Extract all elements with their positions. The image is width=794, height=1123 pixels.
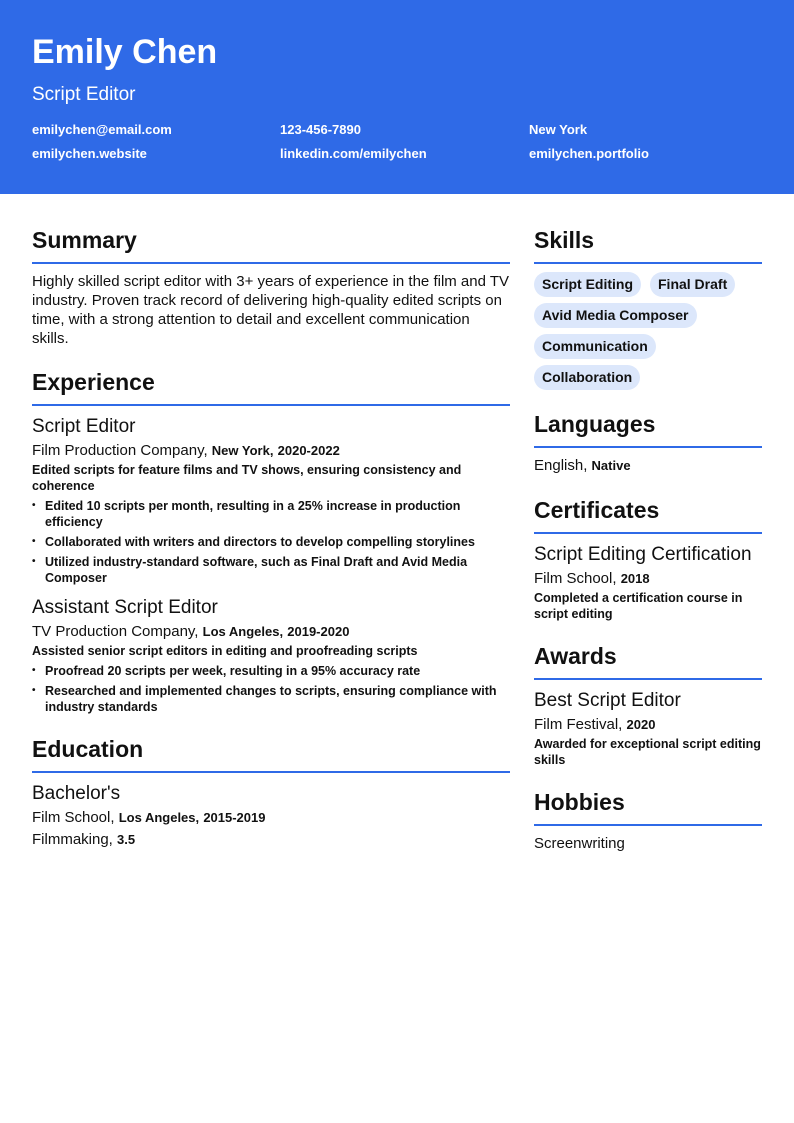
language-item — [534, 456, 762, 476]
job-description: Assisted senior script editors in editing and proofreading scripts — [32, 644, 418, 658]
candidate-name: Emily Chen — [32, 33, 218, 71]
experience-heading: Experience — [32, 368, 510, 406]
certificate-issuer: Film School, — [534, 570, 617, 587]
job-dates: 2019-2020 — [287, 624, 350, 639]
job-bullet: • Researched and implemented changes to scripts, ensuring compliance with industry standards — [32, 683, 510, 715]
job-location: New York, — [211, 443, 274, 458]
skill-tag: Final Draft — [650, 272, 735, 297]
education-school: Film School, — [32, 809, 115, 826]
contact-info — [32, 121, 762, 163]
experience-item — [32, 596, 510, 715]
certificates-heading: Certificates — [534, 496, 762, 534]
job-location: Los Angeles, — [202, 624, 284, 639]
job-meta — [32, 441, 510, 461]
education-degree: Bachelor's — [32, 783, 121, 804]
education-location: Los Angeles, — [118, 810, 200, 825]
education-heading: Education — [32, 735, 510, 773]
summary-text: Highly skilled script editor with 3+ years of experience in the film and TV industry. Proven track record of delivering high-quality edited scripts on time, with a strong attention to detail and excellent communication skills. — [32, 273, 510, 347]
certificate-description: Completed a certification course in script editing — [534, 591, 743, 621]
education-field: Filmmaking, — [32, 831, 113, 848]
job-meta — [32, 622, 510, 642]
contact-location: New York — [529, 122, 588, 137]
contact-portfolio[interactable]: emilychen.portfolio — [529, 146, 649, 161]
job-title: Assistant Script Editor — [32, 597, 218, 618]
skill-tag: Avid Media Composer — [534, 303, 697, 328]
education-gpa: 3.5 — [117, 832, 136, 847]
job-bullets — [32, 663, 510, 715]
education-dates: 2015-2019 — [203, 810, 266, 825]
skill-tag: Script Editing — [534, 272, 641, 297]
education-meta — [32, 808, 510, 828]
award-description: Awarded for exceptional script editing skills — [534, 737, 761, 767]
left-column — [32, 194, 510, 850]
contact-linkedin[interactable]: linkedin.com/emilychen — [280, 146, 427, 161]
skills-heading: Skills — [534, 226, 762, 264]
language-level: Native — [591, 458, 631, 473]
experience-item — [32, 415, 510, 586]
award-year: 2020 — [626, 717, 656, 732]
right-column — [534, 194, 762, 854]
summary-heading: Summary — [32, 226, 510, 264]
job-title: Script Editor — [32, 416, 136, 437]
award-meta — [534, 715, 762, 735]
job-bullet: • Utilized industry-standard software, such as Final Draft and Avid Media Composer — [32, 554, 510, 586]
certificate-meta — [534, 569, 762, 589]
certificate-title: Script Editing Certification — [534, 544, 752, 565]
job-company: TV Production Company, — [32, 623, 199, 640]
job-company: Film Production Company, — [32, 442, 208, 459]
contact-email[interactable]: emilychen@email.com — [32, 122, 172, 137]
candidate-title: Script Editor — [32, 84, 136, 105]
job-dates: 2020-2022 — [277, 443, 340, 458]
contact-phone[interactable]: 123-456-7890 — [280, 122, 361, 137]
contact-website[interactable]: emilychen.website — [32, 146, 147, 161]
hobbies-heading: Hobbies — [534, 788, 762, 826]
job-bullet: • Edited 10 scripts per month, resulting in a 25% increase in production efficiency — [32, 498, 510, 530]
job-description: Edited scripts for feature films and TV shows, ensuring consistency and coherence — [32, 463, 462, 493]
hobby-item: Screenwriting — [534, 835, 625, 852]
skill-tag: Collaboration — [534, 365, 640, 390]
award-title: Best Script Editor — [534, 690, 681, 711]
job-bullets — [32, 498, 510, 586]
awards-heading: Awards — [534, 642, 762, 680]
skills-list — [534, 272, 762, 390]
resume-header — [0, 0, 794, 194]
education-field-row — [32, 830, 510, 850]
skill-tag: Communication — [534, 334, 656, 359]
language-name: English, — [534, 457, 588, 474]
languages-heading: Languages — [534, 410, 762, 448]
certificate-year: 2018 — [620, 571, 650, 586]
job-bullet: • Collaborated with writers and directors to develop compelling storylines — [32, 534, 510, 550]
award-issuer: Film Festival, — [534, 716, 623, 733]
job-bullet: • Proofread 20 scripts per week, resulting in a 95% accuracy rate — [32, 663, 510, 679]
